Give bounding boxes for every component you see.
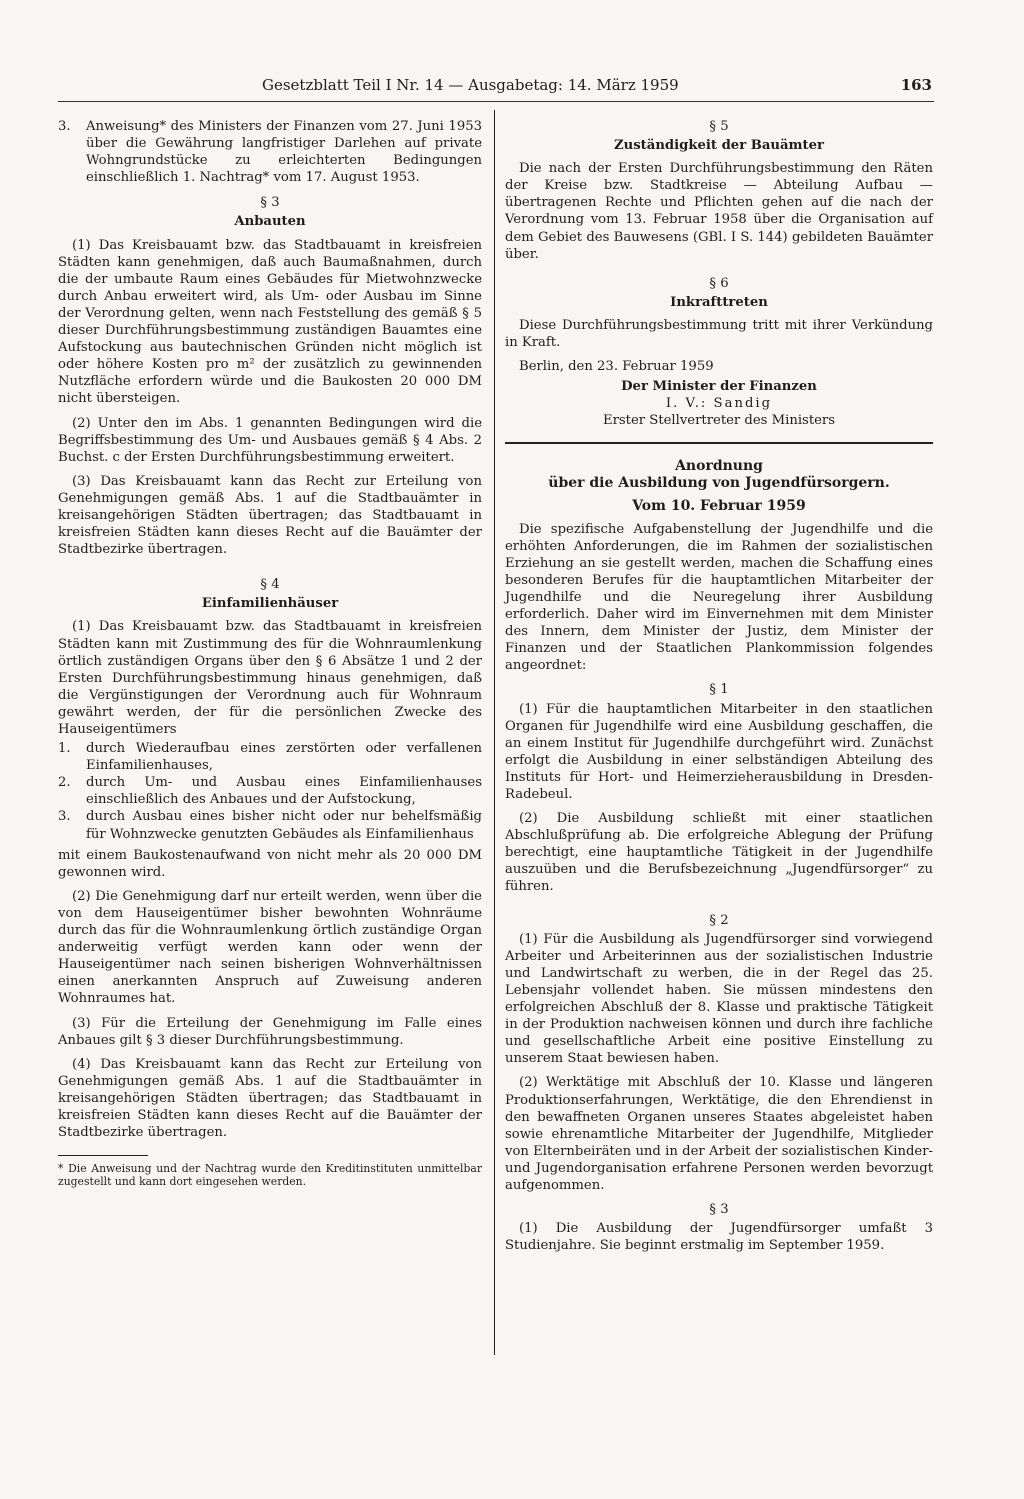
paragraph: (3) Für die Erteilung der Genehmigung im Falle eines Anbaues gilt § 3 dieser Durchführungsbestimmung. (58, 1015, 482, 1048)
paragraph: (1) Die Ausbildung der Jugendfürsorger umfaßt 3 Studienjahre. Sie beginnt erstmalig im September 1959. (505, 1221, 933, 1254)
footnote: * Die Anweisung und der Nachtrag wurde den Kreditinstituten unmittelbar zugestellt und kann dort eingesehen werden. (58, 1162, 482, 1189)
left-column (58, 118, 482, 1188)
header-title: Gesetzblatt Teil I Nr. 14 — Ausgabetag: 14. März 1959 (262, 76, 679, 94)
paragraph: (1) Das Kreisbauamt bzw. das Stadtbauamt in kreisfreien Städten kann mit Zustimmung des für die Wohnraumlenkung örtlich zuständigen Organs über den § 6 Absätze 1 und 2 der Ersten Durchführungsbestimmung hinaus genehmigen, daß die Vergünstigungen der Verordnung auch für Wohnraum gewährt werden, der für die persönlichen Zwecke des Hauseigentümers (58, 619, 482, 737)
paragraph: (2) Die Ausbildung schließt mit einer staatlichen Abschlußprüfung ab. Die erfolgreiche Ablegung der Prüfung berechtigt, eine hauptamtliche Tätigkeit in der Jugendhilfe auszuüben und die Berufsbezeichnung „Jugendfürsorger“ zu führen. (505, 811, 933, 895)
section-number: § 4 (260, 577, 280, 593)
document-date: Vom 10. Februar 1959 (632, 497, 806, 514)
header-rule (58, 101, 934, 102)
paragraph: (2) Werktätige mit Abschluß der 10. Klasse und längeren Produktionserfahrungen, Werktätige, die den Ehrendienst in den bewaffneten Organen unseres Staates abgeleistet haben sowie ehrenamtliche Mitarbeiter der Jugendhilfe, Mitglieder von Elternbeiräten und in der Arbeit der sozialistischen Kinder- und Jugendorganisation erfahrene Personen werden bevorzugt aufgenommen. (505, 1075, 933, 1193)
section-title: Anbauten (234, 214, 306, 230)
paragraph: Die nach der Ersten Durchführungsbestimmung den Räten der Kreise bzw. Stadtkreise — Abteilung Aufbau — übertragenen Rechte und Pflichten gehen auf die nach der Verordnung vom 13. Februar 1958 über die Organisation auf dem Gebiet des Bauwesens (GBl. I S. 144) gebildeten Bauämter über. (505, 161, 933, 262)
preamble: Die spezifische Aufgabenstellung der Jugendhilfe und die erhöhten Anforderungen, die im Rahmen der sozialistischen Erziehung an sie gestellt werden, machen die Schaffung eines besonderen Berufes für die hauptamtlichen Mitarbeiter der Jugendhilfe und die Neuregelung ihrer Ausbildung erforderlich. Daher wird im Einvernehmen mit dem Minister des Innern, dem Minister der Justiz, dem Minister der Finanzen und der Staatlichen Plankommission folgendes angeordnet: (505, 521, 933, 674)
document-title: Anordnung (675, 457, 763, 474)
list-item (58, 808, 482, 842)
signature-role: Erster Stellvertreter des Ministers (602, 413, 836, 429)
paragraph: mit einem Baukostenaufwand von nicht mehr als 20 000 DM gewonnen wird. (58, 847, 482, 880)
list-item (58, 118, 482, 186)
paragraph: (2) Die Genehmigung darf nur erteilt werden, wenn über die von dem Hauseigentümer bisher bewohnten Wohnräume durch das für die Wohnraumlenkung örtlich zuständige Organ anderweitig verfügt werden kann oder wenn der Hauseigentümer nach seinen bisherigen Wohnverhältnissen einen anerkannten Anspruch auf Zuweisung anderen Wohnraumes hat. (58, 888, 482, 1007)
paragraph: (2) Unter den im Abs. 1 genannten Bedingungen wird die Begriffsbestimmung des Um- und Ausbaues gemäß § 4 Abs. 2 Buchst. c der Ersten Durchführungsbestimmung erweitert. (58, 415, 482, 465)
paragraph: (4) Das Kreisbauamt kann das Recht zur Erteilung von Genehmigungen gemäß Abs. 1 auf die Stadtbauämter in kreisangehörigen Städten übertragen; das Stadtbauamt in kreisfreien Städten kann dieses Recht auf die Bauämter der Stadtbezirke übertragen. (58, 1056, 482, 1141)
paragraph: (3) Das Kreisbauamt kann das Recht zur Erteilung von Genehmigungen gemäß Abs. 1 auf die Stadtbauämter in kreisangehörigen Städten übertragen; das Stadtbauamt in kreisfreien Städten kann dieses Recht auf die Bauämter der Stadtbezirke übertragen. (58, 473, 482, 558)
signature-date: Berlin, den 23. Februar 1959 (519, 359, 714, 375)
signature-name: I. V.: Sandig (665, 396, 773, 412)
section-number: § 1 (709, 682, 729, 698)
document-subtitle: über die Ausbildung von Jugendfürsorgern. (548, 474, 890, 491)
list-item (58, 774, 482, 808)
footnote-rule (58, 1155, 148, 1156)
list-item-text: durch Wiederaufbau eines zerstörten oder verfallenen Einfamilienhauses, (86, 741, 482, 774)
column-divider (494, 110, 495, 1355)
section-title: Einfamilienhäuser (201, 596, 339, 612)
paragraph: (1) Für die hauptamtlichen Mitarbeiter in den staatlichen Organen für Jugendhilfe wird eine Ausbildung geschaffen, die an einem Institut für Jugendhilfe durchgeführt wird. Zunächst erfolgt die Ausbildung in einer selbständigen Abteilung des Instituts für Hort- und Heimerzieherausbildung in Dresden-Radebeul. (505, 701, 933, 802)
list-item-number: 2. (58, 775, 71, 791)
list-item-text: Anweisung* des Ministers der Finanzen vom 27. Juni 1953 über die Gewährung langfristiger Darlehen auf private Wohngrundstücke zu erleichterten Bedingungen einschließlich 1. Nachtrag* vom 17. August 1953. (86, 119, 482, 186)
paragraph: Diese Durchführungsbestimmung tritt mit ihrer Verkündung in Kraft. (505, 317, 933, 351)
section-separator (505, 442, 933, 444)
right-column (505, 118, 933, 1261)
list-item-text: durch Ausbau eines bisher nicht oder nur behelfsmäßig für Wohnzwecke genutzten Gebäudes als Einfamilienhaus (86, 809, 482, 842)
item-list (58, 118, 482, 186)
list-item-text: durch Um- und Ausbau eines Einfamilienhauses einschließlich des Anbaues und der Aufstockung, (86, 775, 482, 808)
section-title: Zuständigkeit der Bauämter (614, 138, 824, 154)
list-item-number: 3. (58, 809, 71, 825)
page-number: 163 (900, 76, 932, 94)
page-header (262, 76, 932, 98)
section-number: § 3 (260, 195, 280, 211)
section-title: Inkrafttreten (670, 294, 768, 310)
paragraph: (1) Das Kreisbauamt bzw. das Stadtbauamt in kreisfreien Städten kann genehmigen, daß auch Baumaßnahmen, durch die der umbaute Raum eines Gebäudes für Mietwohnzwecke durch Anbau erweitert wird, als Um- oder Ausbau im Sinne der Verordnung gelten, wenn nach Feststellung des gemäß § 5 dieser Durchführungsbestimmung zuständigen Bauamtes eine Aufstockung aus bautechnischen Gründen nicht möglich ist oder höhere Kosten pro m² der zusätzlich zu gewinnenden Nutzfläche erfordern würde und die Baukosten 20 000 DM nicht übersteigen. (58, 237, 482, 407)
section-number: § 2 (709, 912, 729, 928)
signature-authority: Der Minister der Finanzen (621, 379, 817, 395)
section-number: § 6 (709, 275, 729, 291)
list-item-number: 3. (58, 119, 71, 134)
condition-list (58, 740, 482, 843)
list-item (58, 740, 482, 774)
section-number: § 5 (709, 119, 729, 134)
list-item-number: 1. (58, 741, 71, 757)
section-number: § 3 (709, 1202, 729, 1218)
paragraph: (1) Für die Ausbildung als Jugendfürsorger sind vorwiegend Arbeiter und Arbeiterinnen aus der sozialistischen Industrie und Landwirtschaft zu werben, die in der Regel das 25. Lebensjahr vollendet haben. Sie müssen mindestens den erfolgreichen Abschluß der 8. Klasse und praktische Tätigkeit in der Produktion nachweisen können und durch ihre fachliche und gesellschaftliche Arbeit eine positive Einstellung zu unserem Staat bewiesen haben. (505, 931, 933, 1067)
